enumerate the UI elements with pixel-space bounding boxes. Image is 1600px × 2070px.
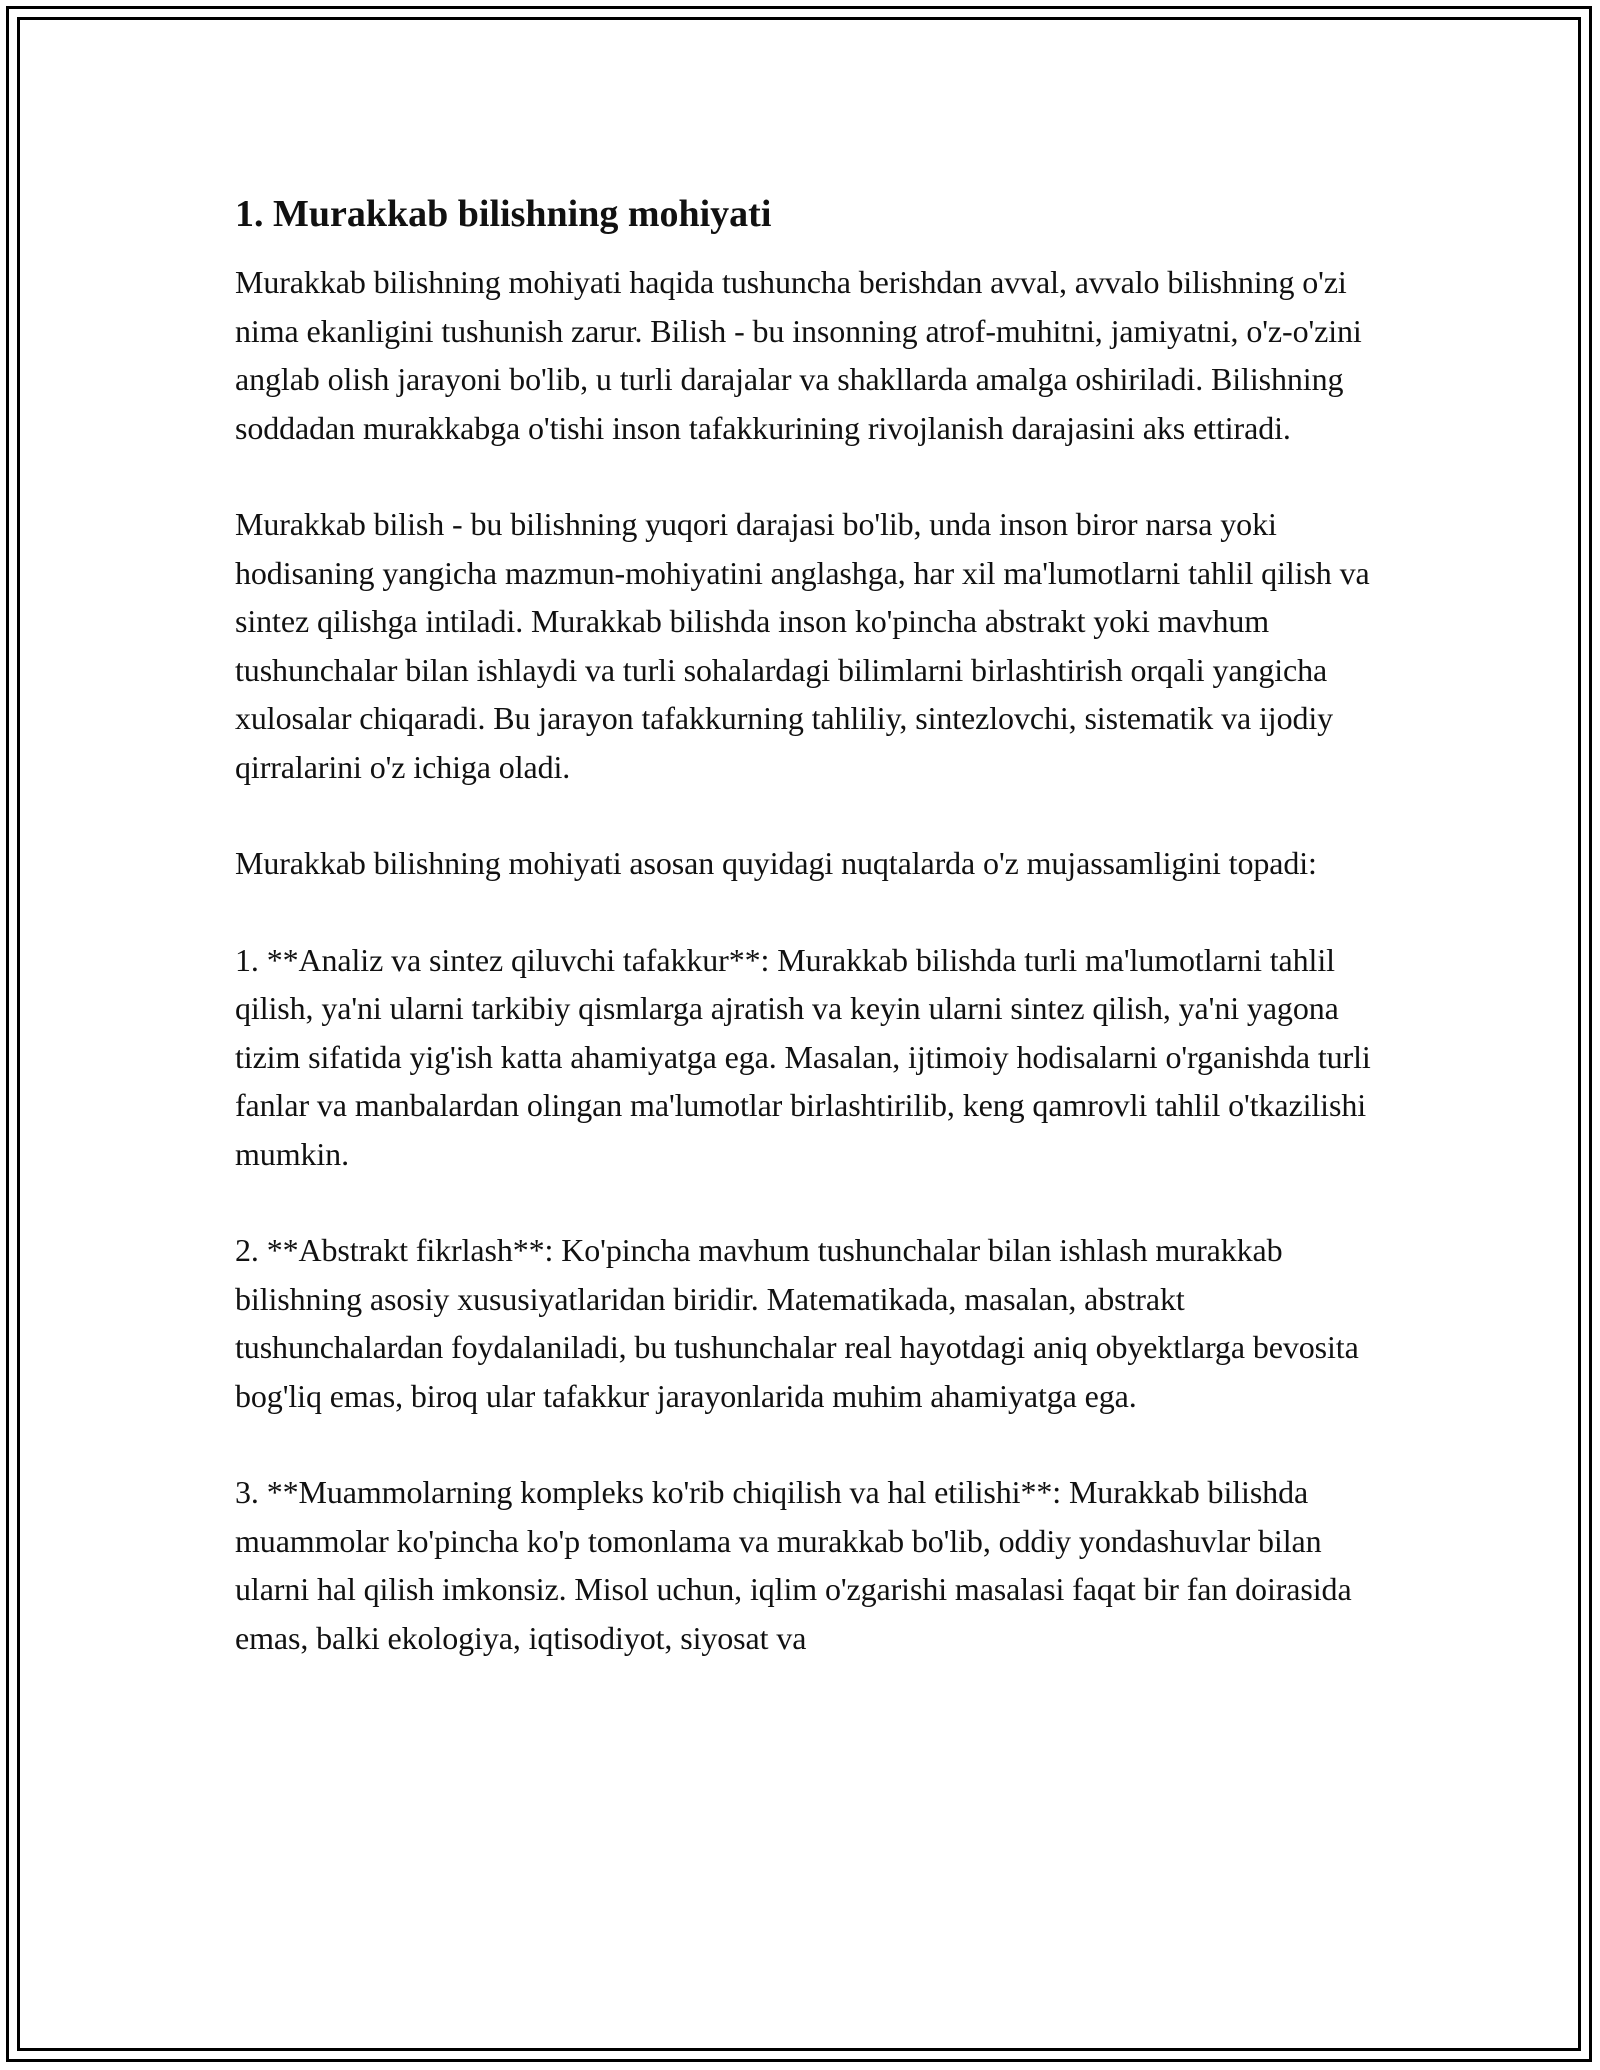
paragraph-intro: Murakkab bilishning mohiyati haqida tushuncha berishdan avval, avvalo bilishning o'zi nima ekanligini tushunish zarur. Bilish - bu insonning atrof-muhitni, jamiyatni, o'z-o'zini anglab olish jarayoni bo'lib, u turli darajalar va shakllarda amalga oshiriladi. Bilishning soddadan murakkabga o'tishi inson tafakkurining rivojlanish darajasini aks ettiradi.: [235, 264, 1362, 446]
list-item-analysis-synthesis: 1. **Analiz va sintez qiluvchi tafakkur**: Murakkab bilishda turli ma'lumotlarni tahlil qilish, ya'ni ularni tarkibiy qismlarga ajratish va keyin ularni sintez qilish, ya'ni yagona tizim sifatida yig'ish katta ahamiyatga ega. Masalan, ijtimoiy hodisalarni o'rganishda turli fanlar va manbalardan olingan ma'lumotlar birlashtirilib, keng qamrovli tahlil o'tkazilishi mumkin.: [235, 941, 1371, 1172]
section-heading: 1. Murakkab bilishning mohiyati: [235, 193, 772, 235]
document-body: [235, 188, 1375, 1662]
paragraph-definition: Murakkab bilish - bu bilishning yuqori darajasi bo'lib, unda inson biror narsa yoki hodisaning yangicha mazmun-mohiyatini anglashga, har xil ma'lumotlarni tahlil qilish va sintez qilishga intiladi. Murakkab bilishda inson ko'pincha abstrakt yoki mavhum tushunchalar bilan ishlaydi va turli sohalardagi bilimlarni birlashtirish orqali yangicha xulosalar chiqaradi. Bu jarayon tafakkurning tahliliy, sintezlovchi, sistematik va ijodiy qirralarini o'z ichiga oladi.: [235, 506, 1370, 785]
paragraph-list-intro: Murakkab bilishning mohiyati asosan quyidagi nuqtalarda o'z mujassamligini topadi:: [235, 845, 1317, 881]
list-item-abstract-thinking: 2. **Abstrakt fikrlash**: Ko'pincha mavhum tushunchalar bilan ishlash murakkab bilishning asosiy xususiyatlaridan biridir. Matematikada, masalan, abstrakt tushunchalardan foydalaniladi, bu tushunchalar real hayotdagi aniq obyektlarga bevosita bog'liq emas, biroq ular tafakkur jarayonlarida muhim ahamiyatga ega.: [235, 1232, 1359, 1414]
list-item-complex-problems: 3. **Muammolarning kompleks ko'rib chiqilish va hal etilishi**: Murakkab bilishda muammolar ko'pincha ko'p tomonlama va murakkab bo'lib, oddiy yondashuvlar bilan ularni hal qilish imkonsiz. Misol uchun, iqlim o'zgarishi masalasi faqat bir fan doirasida emas, balki ekologiya, iqtisodiyot, siyosat va: [235, 1474, 1352, 1656]
